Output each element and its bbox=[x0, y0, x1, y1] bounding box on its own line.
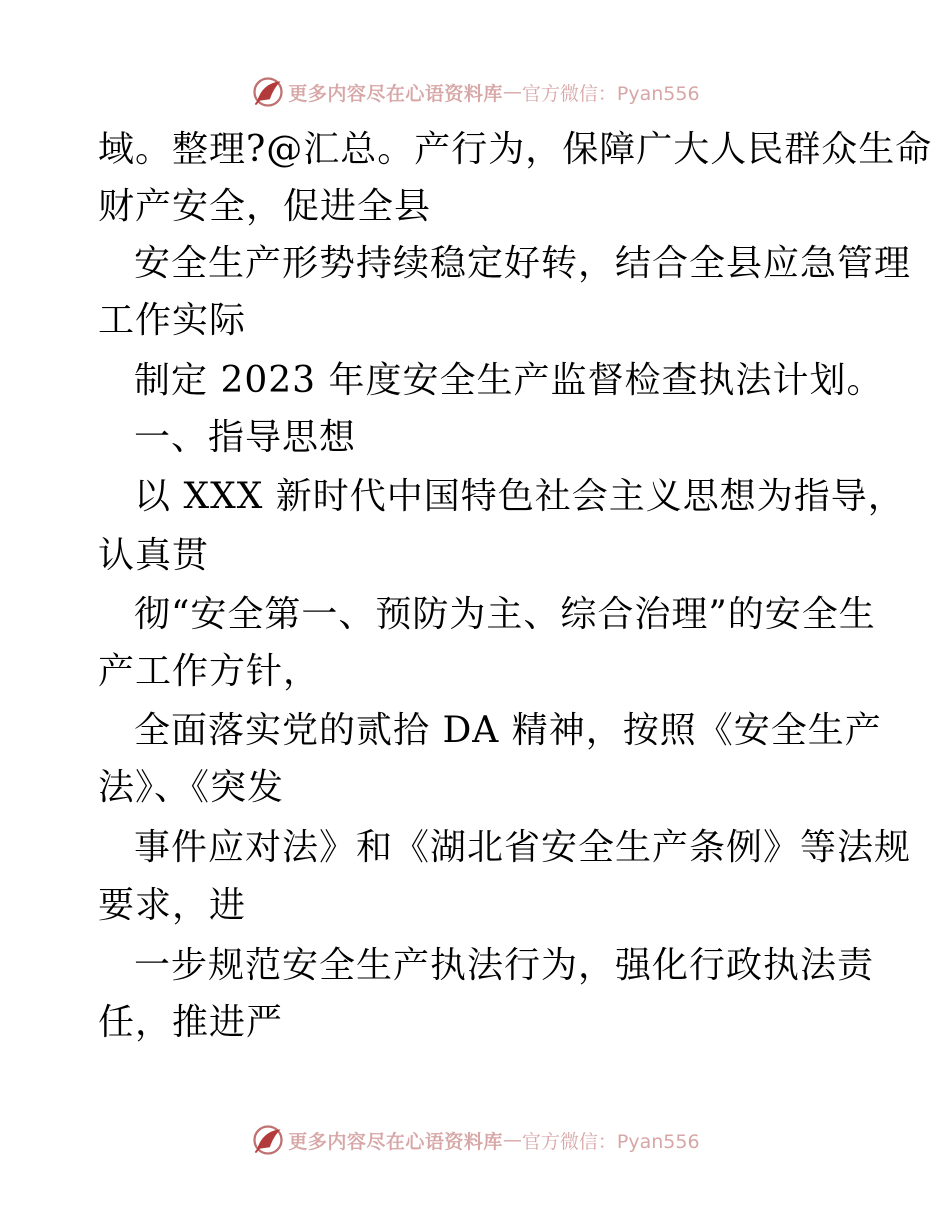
footer-text: 更多内容尽在心语资料库 bbox=[288, 1130, 503, 1153]
body-line: 一步规范安全生产执法行为，强化行政执法责 bbox=[134, 945, 875, 986]
header-text: 更多内容尽在心语资料库 bbox=[288, 82, 503, 105]
body-line: 产工作方针， bbox=[98, 651, 321, 692]
body-line: 以 XXX 新时代中国特色社会主义思想为指导， bbox=[134, 476, 905, 517]
body-line: 法》、《突发 bbox=[98, 767, 285, 808]
pen-nib-logo-icon bbox=[250, 74, 286, 110]
body-line: 要求，进 bbox=[98, 885, 247, 926]
header-dash: — bbox=[502, 81, 522, 103]
body-line: 事件应对法》和《湖北省安全生产条例》等法规 bbox=[134, 827, 912, 868]
header-watermark bbox=[0, 72, 950, 112]
body-line: 认真贯 bbox=[98, 535, 210, 576]
section-heading: 一、指导思想 bbox=[134, 417, 357, 458]
body-line: 彻“安全第一、预防为主、综合治理”的安全生 bbox=[134, 594, 876, 635]
body-line: 安全生产形势持续稳定好转，结合全县应急管理 bbox=[134, 243, 912, 284]
pen-nib-logo-icon bbox=[250, 1122, 286, 1158]
body-line: 全面落实党的贰拾 DA 精神，按照《安全生产 bbox=[134, 710, 882, 751]
body-line: 域。整理?@汇总。产行为，保障广大人民群众生命 bbox=[98, 129, 933, 170]
body-line: 财产安全，促进全县 bbox=[98, 186, 432, 227]
body-line: 任，推进严 bbox=[98, 1002, 284, 1043]
header-official: 官方微信：Pyan556 bbox=[521, 82, 700, 105]
footer-official: 官方微信：Pyan556 bbox=[521, 1130, 700, 1153]
body-line: 制定 2023 年度安全生产监督检查执法计划。 bbox=[134, 360, 884, 401]
footer-watermark bbox=[0, 1120, 950, 1160]
footer-dash: — bbox=[502, 1129, 522, 1151]
body-line: 工作实际 bbox=[98, 300, 247, 341]
